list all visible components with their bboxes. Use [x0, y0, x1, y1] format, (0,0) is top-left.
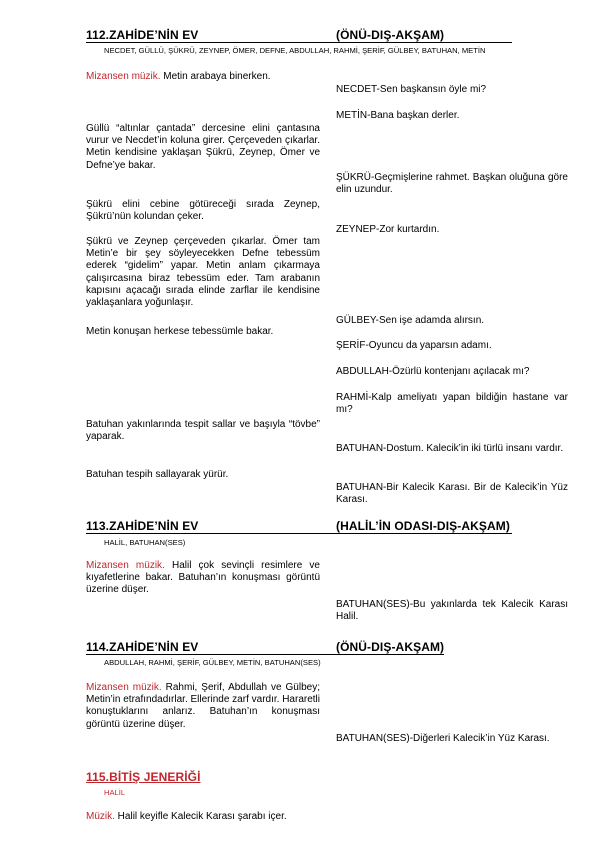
dialogue-rahmi: RAHMİ-Kalp ameliyatı yapan bildiğin hastane var mı? [336, 392, 568, 416]
dialogue-zeynep: ZEYNEP-Zor kurtardın. [336, 224, 440, 235]
mizansen-tag: Mizansen müzik. [86, 560, 165, 571]
scene-114-heading-rule [86, 654, 444, 655]
scene-115-cast: HALİL [104, 788, 126, 797]
scene-113-action-1: Mizansen müzik. Halil çok sevinçli resimlere ve kıyafetlerine bakar. Batuhan’ın konuşması görüntü üzerine düşer. [86, 560, 320, 596]
scene-112-location: (ÖNÜ-DIŞ-AKŞAM) [336, 28, 445, 42]
scene-112-action-1: Mizansen müzik. Metin arabaya binerken. [86, 71, 271, 82]
scene-112-action-3: Şükrü elini cebine götüreceği sırada Zeynep, Şükrü’nün kolundan çeker. [86, 199, 320, 223]
dialogue-sukru: ŞÜKRÜ-Geçmişlerine rahmet. Başkan oluğuna göre elin uzundur. [336, 172, 568, 196]
dialogue-serif: ŞERİF-Oyuncu da yaparsın adamı. [336, 340, 492, 351]
dialogue-batuhan-ses-2: BATUHAN(SES)-Diğerleri Kalecik’in Yüz Karası. [336, 733, 550, 744]
scene-112-action-5: Metin konuşan herkese tebessümle bakar. [86, 326, 274, 337]
scene-114-action-1: Mizansen müzik. Rahmi, Şerif, Abdullah ve Gülbey; Metin’in etrafındadırlar. Ellerinde zarf vardır. Hararetli konuştuklarını anlarız. Batuhan’ın konuşması görüntü üzerine düşer. [86, 682, 320, 730]
scene-112-action-4: Şükrü ve Zeynep çerçeveden çıkarlar. Ömer tam Metin’e bir şey söyleyecekken Defne tebessüm ederek “gidelim” yapar. Metin anlam çıkarmaya çalışırcasına biraz tebessüm eder. Tam arabanın kapısını açacağı sırada elinde zarflar ile kendisine yaklaşanlara yoğunlaşır. [86, 236, 320, 309]
mizansen-tag: Mizansen müzik. [86, 682, 162, 693]
scene-115-action-1: Müzik. Halil keyifle Kalecik Karası şarabı içer. [86, 811, 287, 822]
music-tag: Müzik. [86, 811, 115, 822]
mizansen-tag: Mizansen müzik. [86, 71, 161, 82]
scene-112-action-6: Batuhan yakınlarında tespit sallar ve başıyla “tövbe” yaparak. [86, 419, 320, 443]
scene-112-heading: 112.ZAHİDE’NİN EV [86, 28, 199, 42]
dialogue-abdullah: ABDULLAH-Özürlü kontenjanı açılacak mı? [336, 366, 530, 377]
dialogue-batuhan-2: BATUHAN-Bir Kalecik Karası. Bir de Kalecik’in Yüz Karası. [336, 482, 568, 506]
scene-113-location: (HALİL’İN ODASI-DIŞ-AKŞAM) [336, 519, 510, 533]
dialogue-necdet: NECDET-Sen başkansın öyle mi? [336, 84, 487, 95]
dialogue-gulbey: GÜLBEY-Sen işe adamda alırsın. [336, 315, 485, 326]
scene-113-cast: HALİL, BATUHAN(SES) [104, 538, 186, 547]
scene-114-cast: ABDULLAH, RAHMİ, ŞERİF, GÜLBEY, METİN, BATUHAN(SES) [104, 658, 321, 667]
scene-112-cast: NECDET, GÜLLÜ, ŞÜKRÜ, ZEYNEP, ÖMER, DEFNE, ABDULLAH, RAHMİ, ŞERİF, GÜLBEY, BATUHAN, METİN [104, 46, 486, 55]
scene-112-heading-rule [86, 42, 512, 43]
dialogue-metin: METİN-Bana başkan derler. [336, 110, 460, 121]
scene-114-heading: 114.ZAHİDE’NİN EV [86, 640, 199, 654]
dialogue-batuhan-1: BATUHAN-Dostum. Kalecik’in iki türlü insanı vardır. [336, 443, 564, 454]
scene-113-heading: 113.ZAHİDE’NİN EV [86, 519, 199, 533]
scene-112-action-7: Batuhan tespih sallayarak yürür. [86, 469, 229, 480]
scene-115-heading: 115.BİTİŞ JENERİĞİ [86, 770, 201, 784]
scene-112-action-2: Güllü “altınlar çantada” dercesine elini çantasına vurur ve Necdet’in koluna girer. Çerçeveden çıkarlar. Metin kendisine yaklaşan Şükrü, Zeynep, Ömer ve Defne’ye bakar. [86, 123, 320, 171]
scene-113-heading-rule [86, 533, 512, 534]
scene-114-location: (ÖNÜ-DIŞ-AKŞAM) [336, 640, 445, 654]
dialogue-batuhan-ses-1: BATUHAN(SES)-Bu yakınlarda tek Kalecik Karası Halil. [336, 599, 568, 623]
